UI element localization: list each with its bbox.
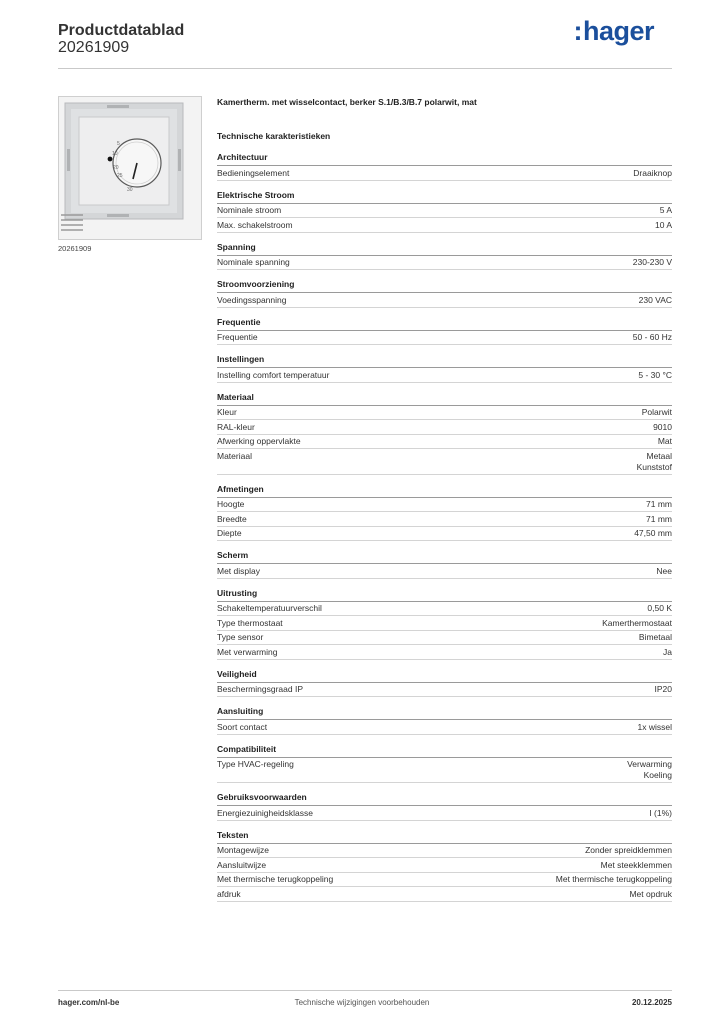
spec-label: Schakeltemperatuurverschil [217, 603, 322, 613]
group-title: Gebruiksvoorwaarden [217, 791, 672, 806]
header-divider [58, 68, 672, 69]
spec-row [217, 806, 672, 821]
spec-label: Met display [217, 565, 260, 576]
spec-value-line: Draaiknop [633, 167, 672, 178]
section-heading: Technische karakteristieken [217, 131, 331, 141]
spec-value-line: Kunststof [636, 461, 672, 472]
spec-value [660, 205, 672, 216]
spec-value-line: Metaal [646, 450, 672, 461]
spec-content [217, 95, 672, 902]
spec-value-line: Verwarming [627, 759, 672, 769]
spec-row [217, 631, 672, 646]
group-title: Scherm [217, 549, 672, 564]
group-title: Veiligheid [217, 668, 672, 683]
spec-value [638, 722, 672, 733]
spec-group [217, 151, 672, 181]
spec-value-line: Koeling [643, 770, 672, 780]
spec-group [217, 278, 672, 308]
logo-text: hager [582, 16, 654, 46]
spec-group [217, 829, 672, 902]
spec-value [633, 168, 672, 179]
spec-group [217, 587, 672, 660]
spec-row [217, 293, 672, 308]
spec-value-line: Met opdruk [629, 888, 672, 899]
thermostat-illustration [59, 97, 201, 239]
spec-row [217, 218, 672, 233]
spec-row [217, 512, 672, 527]
spec-row [217, 645, 672, 660]
spec-value-line: 5 - 30 °C [638, 369, 672, 380]
spec-row [217, 368, 672, 383]
group-title: Frequentie [217, 316, 672, 331]
spec-value [627, 759, 672, 781]
spec-label: Bedieningselement [217, 167, 290, 178]
spec-group [217, 483, 672, 542]
spec-row [217, 435, 672, 450]
spec-group [217, 791, 672, 821]
spec-value-line: 71 mm [646, 513, 672, 524]
spec-value [655, 684, 673, 695]
spec-label: Nominale stroom [217, 205, 282, 215]
spec-value [656, 566, 672, 577]
spec-label: Montagewijze [217, 845, 269, 855]
spec-label: Diepte [217, 528, 242, 538]
spec-label: Afwerking oppervlakte [217, 436, 301, 446]
group-title: Afmetingen [217, 483, 672, 498]
spec-label: Nominale spanning [217, 257, 290, 267]
spec-label: Energiezuinigheidsklasse [217, 807, 313, 818]
spec-row [217, 420, 672, 435]
spec-value-line: Nee [656, 565, 672, 576]
spec-label: Voedingsspanning [217, 294, 287, 305]
spec-value [655, 220, 672, 231]
group-title: Elektrische Stroom [217, 189, 672, 204]
spec-value [556, 874, 672, 885]
svg-text:25: 25 [117, 173, 123, 179]
spec-group [217, 316, 672, 346]
spec-group [217, 743, 672, 784]
spec-value [646, 499, 672, 510]
group-title: Materiaal [217, 391, 672, 406]
spec-value-line: Mat [657, 436, 672, 446]
spec-groups [217, 151, 672, 902]
spec-value-line: Ja [663, 646, 672, 657]
spec-value [634, 528, 672, 539]
spec-value [647, 603, 672, 614]
svg-text:30: 30 [127, 187, 133, 193]
spec-value [633, 257, 672, 268]
spec-value [639, 632, 672, 643]
spec-value [642, 407, 672, 418]
group-title: Aansluiting [217, 705, 672, 720]
spec-value-line: 9010 [653, 421, 672, 432]
svg-text:5: 5 [117, 141, 120, 147]
spec-row [217, 331, 672, 346]
spec-label: Materiaal [217, 450, 252, 461]
image-caption: 20261909 [58, 244, 92, 253]
spec-row [217, 602, 672, 617]
spec-row [217, 887, 672, 902]
group-title: Stroomvoorziening [217, 278, 672, 293]
spec-group [217, 189, 672, 233]
spec-label: Instelling comfort temperatuur [217, 369, 330, 380]
spec-label: Met thermische terugkoppeling [217, 874, 334, 884]
spec-row [217, 858, 672, 873]
group-title: Architectuur [217, 151, 672, 166]
spec-group [217, 668, 672, 698]
svg-text:20: 20 [113, 165, 119, 171]
spec-label: Hoogte [217, 499, 245, 509]
logo-colon-icon: : [573, 16, 582, 46]
spec-label: RAL-kleur [217, 421, 255, 432]
spec-row [217, 758, 672, 784]
spec-value [646, 514, 672, 525]
spec-label: Type thermostaat [217, 617, 283, 628]
spec-label: Type sensor [217, 632, 264, 642]
spec-value [601, 860, 672, 871]
spec-label: Aansluitwijze [217, 859, 267, 870]
spec-value [663, 647, 672, 658]
footer-divider [58, 990, 672, 991]
spec-label: Type HVAC-regeling [217, 759, 294, 769]
spec-value-line: I (1%) [649, 807, 672, 818]
spec-group [217, 549, 672, 579]
spec-value-line: Met thermische terugkoppeling [555, 874, 672, 884]
spec-value [633, 332, 672, 343]
spec-row [217, 564, 672, 579]
spec-label: Kleur [217, 407, 237, 417]
svg-text:10: 10 [112, 151, 118, 157]
spec-row [217, 406, 672, 421]
product-title: Kamertherm. met wisselcontact, berker S.1/B.3/B.7 polarwit, mat [217, 97, 477, 107]
spec-value-line: 5 A [659, 205, 672, 215]
spec-row [217, 449, 672, 475]
group-title: Spanning [217, 241, 672, 256]
spec-label: Soort contact [217, 721, 268, 732]
spec-value [638, 370, 672, 381]
spec-group [217, 391, 672, 475]
spec-row [217, 683, 672, 698]
spec-label: Frequentie [217, 332, 258, 342]
spec-row [217, 166, 672, 181]
spec-value-line: 230 VAC [638, 294, 672, 305]
spec-value-line: 230-230 V [632, 257, 672, 267]
spec-value-line: 71 mm [646, 499, 672, 509]
footer-disclaimer: Technische wijzigingen voorbehouden [294, 998, 430, 1007]
hager-logo [573, 16, 654, 47]
spec-label: Beschermingsgraad IP [217, 684, 303, 694]
spec-label: Breedte [217, 513, 247, 524]
group-title: Teksten [217, 829, 672, 844]
spec-row [217, 720, 672, 735]
spec-row [217, 527, 672, 542]
group-title: Compatibiliteit [217, 743, 672, 758]
spec-value-line: Polarwit [641, 407, 672, 417]
footer-date: 20.12.2025 [631, 998, 672, 1007]
spec-value-line: Kamerthermostaat [602, 617, 672, 628]
spec-row [217, 498, 672, 513]
spec-value [658, 436, 672, 447]
spec-value [629, 889, 672, 900]
spec-value-line: Zonder spreidklemmen [585, 845, 672, 855]
spec-value-line: 47,50 mm [634, 528, 672, 538]
spec-value-line: 0,50 K [647, 603, 672, 613]
product-image [58, 96, 202, 240]
spec-row [217, 256, 672, 271]
spec-label: Max. schakelstroom [217, 219, 293, 230]
spec-group [217, 705, 672, 735]
spec-value [585, 845, 672, 856]
spec-value [602, 618, 672, 629]
spec-row [217, 873, 672, 888]
spec-value-line: 1x wissel [637, 721, 672, 732]
group-title: Uitrusting [217, 587, 672, 602]
spec-row [217, 616, 672, 631]
spec-row [217, 204, 672, 219]
spec-value-line: Met steekklemmen [600, 859, 672, 870]
spec-label: Met verwarming [217, 646, 278, 657]
spec-value-line: 50 - 60 Hz [632, 332, 672, 342]
footer-website-link[interactable]: hager.com/nl-be [58, 998, 120, 1007]
spec-value-line: Bimetaal [638, 632, 672, 642]
spec-value-line: IP20 [654, 684, 672, 694]
spec-value [639, 295, 672, 306]
spec-value [653, 422, 672, 433]
page-title: Productdatablad [58, 22, 185, 39]
spec-value-line: 10 A [654, 219, 672, 230]
spec-group [217, 241, 672, 271]
spec-label: afdruk [217, 888, 241, 899]
spec-group [217, 353, 672, 383]
group-title: Instellingen [217, 353, 672, 368]
spec-row [217, 844, 672, 859]
spec-value [649, 808, 672, 819]
spec-value [637, 451, 672, 473]
product-number: 20261909 [58, 39, 130, 56]
